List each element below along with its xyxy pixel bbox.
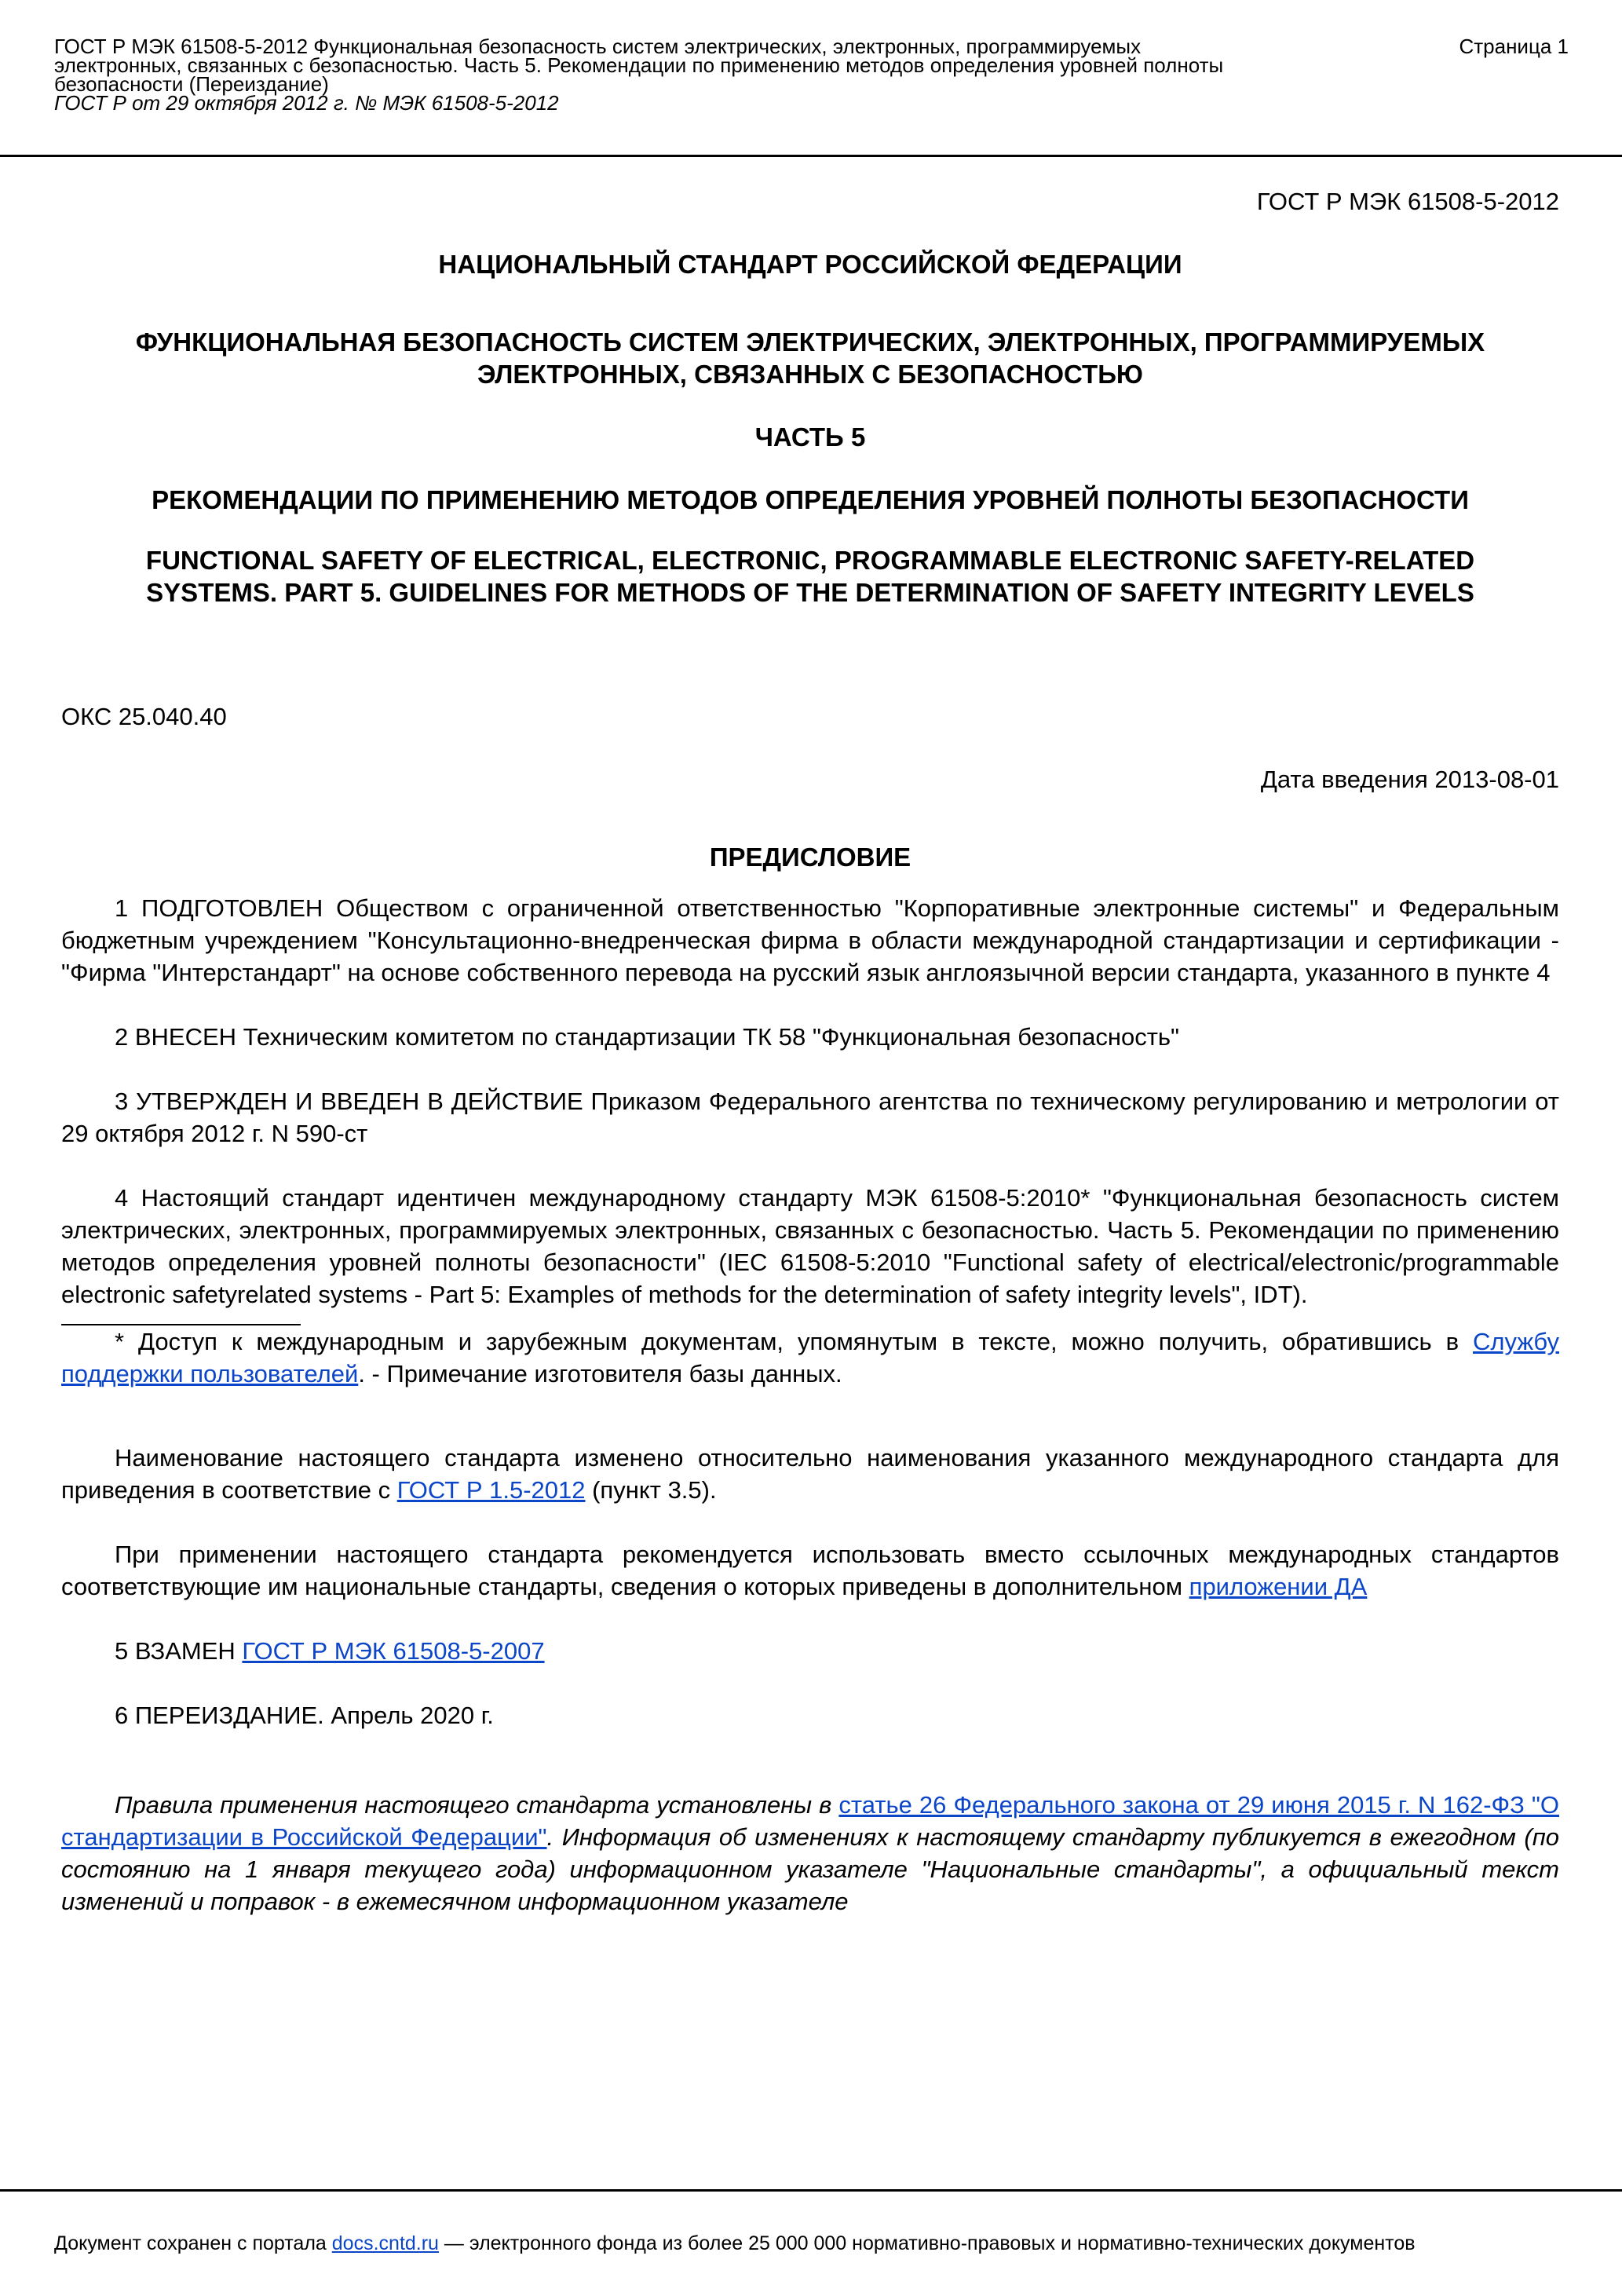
header-divider — [0, 155, 1622, 157]
paragraph-text: При применении настоящего стандарта рекомендуется использовать вместо ссылочных международных стандартов соответствующие им национальные стандарты, сведения о которых приведены в дополнительном — [61, 1541, 1559, 1600]
title-ru-line: ФУНКЦИОНАЛЬНАЯ БЕЗОПАСНОСТЬ СИСТЕМ ЭЛЕКТРИЧЕСКИХ, ЭЛЕКТРОННЫХ, ПРОГРАММИРУЕМЫХ — [135, 327, 1485, 356]
paragraph-text: (пункт 3.5). — [585, 1476, 717, 1504]
header-title-line: безопасности (Переиздание) — [54, 72, 329, 96]
foreword-item-6: 6 ПЕРЕИЗДАНИЕ. Апрель 2020 г. — [115, 1702, 494, 1729]
foreword-item-1: 1 ПОДГОТОВЛЕН Обществом с ограниченной ответственностью "Корпоративные электронные системы" и Федеральным бюджетным учреждением "Консультационно-внедренческая фирма в области международной стандартизации и сертификации - "Фирма "Интерстандарт" на основе собственного перевода на русский язык англоязычной версии стандарта, указанного в пункте 4 — [61, 894, 1559, 986]
oks-code: ОКС 25.040.40 — [61, 703, 227, 730]
page-header — [54, 35, 1326, 115]
header-title-line: электронных, связанных с безопасностью. Часть 5. Рекомендации по применению методов определения уровней полноты — [54, 53, 1224, 77]
footnote — [61, 1325, 1559, 1390]
foreword-item-5 — [61, 1635, 1559, 1667]
title-ru-line: ЭЛЕКТРОННЫХ, СВЯЗАННЫХ С БЕЗОПАСНОСТЬЮ — [477, 360, 1143, 389]
document-body — [61, 185, 1559, 1918]
paragraph-text: 5 ВЗАМЕН — [115, 1637, 243, 1665]
title-ru — [61, 326, 1559, 390]
footnote-text: . - Примечание изготовителя базы данных. — [358, 1360, 842, 1387]
appendix-da-link[interactable]: приложении ДА — [1189, 1573, 1368, 1600]
footer-text: Документ сохранен с портала — [54, 2232, 332, 2254]
federal-law-link[interactable]: статье 26 Федерального закона от 29 июня 2015 г. N 162-ФЗ "О стандартизации в Российской Федерации" — [61, 1791, 1559, 1851]
foreword-item-3: 3 УТВЕРЖДЕН И ВВЕДЕН В ДЕЙСТВИЕ Приказом Федерального агентства по техническому регулированию и метрологии от 29 октября 2012 г. N 590-ст — [61, 1088, 1559, 1147]
support-service-link[interactable]: Службу поддержки пользователей — [61, 1328, 1559, 1387]
title-en-line: SYSTEMS. PART 5. GUIDELINES FOR METHODS OF THE DETERMINATION OF SAFETY INTEGRITY LEVELS — [146, 578, 1474, 607]
footnote-text: * Доступ к международным и зарубежным документам, упомянутым в тексте, можно получить, обратившись в — [115, 1328, 1474, 1355]
replaced-standard-link[interactable]: ГОСТ Р МЭК 61508-5-2007 — [242, 1637, 545, 1665]
subtitle-ru: РЕКОМЕНДАЦИИ ПО ПРИМЕНЕНИЮ МЕТОДОВ ОПРЕДЕЛЕНИЯ УРОВНЕЙ ПОЛНОТЫ БЕЗОПАСНОСТИ — [152, 485, 1469, 514]
gost-r-1-5-link[interactable]: ГОСТ Р 1.5-2012 — [396, 1476, 586, 1504]
paragraph-text: Наименование настоящего стандарта изменено относительно наименования указанного международного стандарта для приведения в соответствие с — [61, 1444, 1559, 1504]
foreword-heading: ПРЕДИСЛОВИЕ — [709, 843, 911, 872]
portal-link[interactable]: docs.cntd.ru — [331, 2232, 439, 2254]
header-doc-ref: ГОСТ Р от 29 октября 2012 г. № МЭК 61508-5-2012 — [54, 91, 559, 115]
national-standard-heading: НАЦИОНАЛЬНЫЙ СТАНДАРТ РОССИЙСКОЙ ФЕДЕРАЦИИ — [438, 250, 1182, 279]
title-en-line: FUNCTIONAL SAFETY OF ELECTRICAL, ELECTRONIC, PROGRAMMABLE ELECTRONIC SAFETY-RELATED — [145, 546, 1475, 575]
header-title-line: ГОСТ Р МЭК 61508-5-2012 Функциональная безопасность систем электрических, электронных, программируемых — [54, 35, 1142, 58]
name-change-note — [61, 1442, 1559, 1506]
foreword-item-4: 4 Настоящий стандарт идентичен международному стандарту МЭК 61508-5:2010* "Функциональная безопасность систем электрических, электронных, программируемых электронных, связанных с безопасностью. Часть 5. Рекомендации по применению методов определения уровней полноты безопасности" (IEC 61508-5:2010 "Functional safety of electrical/electronic/programmable electronic safetyrelated systems - Part 5: Examples of methods for the determination of safety integrity levels", IDT). — [61, 1184, 1559, 1308]
part-heading: ЧАСТЬ 5 — [754, 422, 866, 452]
page-number: Страница 1 — [1459, 35, 1569, 58]
rules-note — [61, 1789, 1559, 1918]
paragraph-text: Правила применения настоящего стандарта установлены в — [115, 1791, 839, 1819]
footer-divider — [0, 2189, 1622, 2192]
application-note — [61, 1538, 1559, 1603]
page-footer — [54, 2232, 1569, 2255]
paragraph-text: . Информация об изменениях к настоящему стандарту публикуется в ежегодном (по состоянию на 1 января текущего года) информационном указателе "Национальные стандарты", а официальный текст изменений и поправок - в ежемесячном информационном указателе — [61, 1823, 1560, 1915]
title-en — [61, 544, 1559, 609]
introduction-date: Дата введения 2013-08-01 — [1260, 766, 1559, 793]
footer-text: — электронного фонда из более 25 000 000 нормативно-правовых и нормативно-технических документов — [438, 2232, 1416, 2254]
foreword-item-2: 2 ВНЕСЕН Техническим комитетом по стандартизации ТК 58 "Функциональная безопасность" — [115, 1023, 1180, 1051]
document-code: ГОСТ Р МЭК 61508-5-2012 — [1256, 188, 1559, 215]
